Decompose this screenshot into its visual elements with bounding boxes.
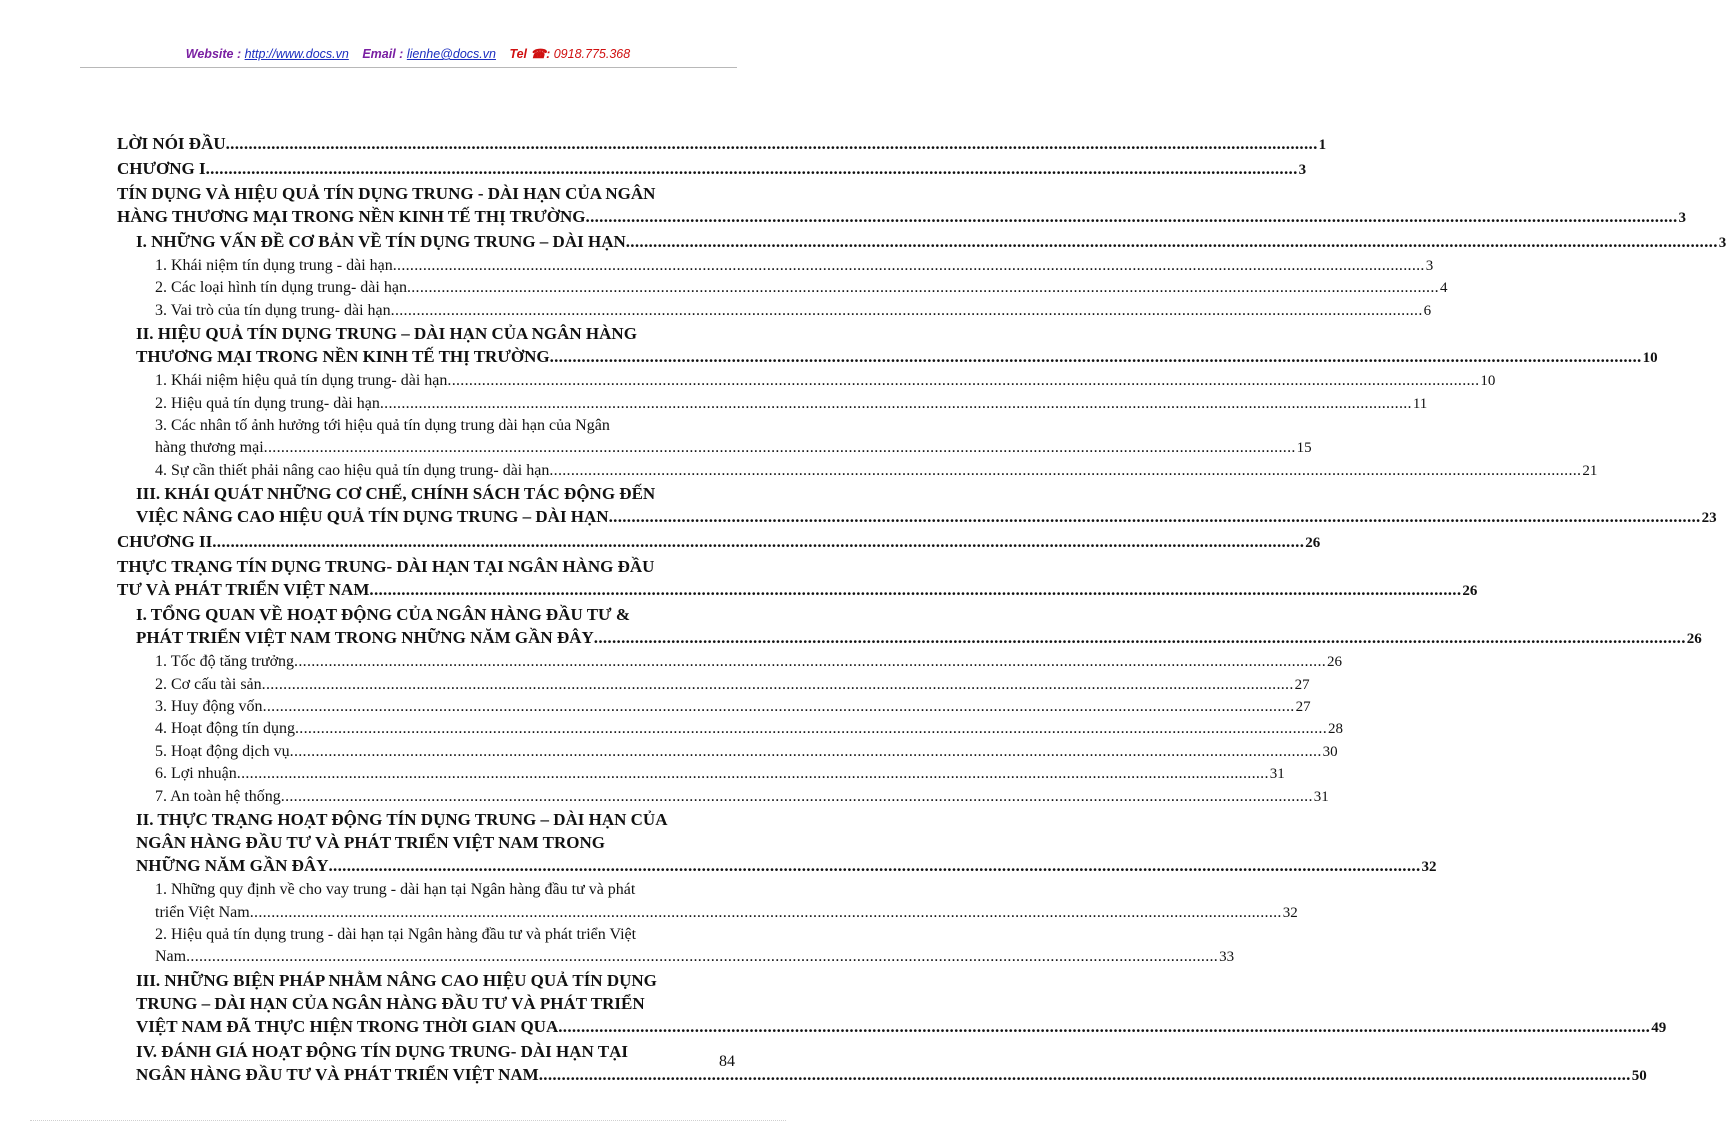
toc-entry-title-line: 3. Các nhân tố ảnh hưởng tới hiệu quả tín dụng trung dài hạn của Ngân xyxy=(155,417,610,435)
email-label: Email xyxy=(362,47,396,61)
toc-leader xyxy=(594,626,1686,649)
toc-page-number: 3 xyxy=(1678,210,1687,226)
toc-entry-title-line: 1. Những quy định về cho vay trung - dài hạn tại Ngân hàng đầu tư và phát xyxy=(155,881,636,899)
toc-page-number: 6 xyxy=(1423,302,1432,319)
toc-entry-title-line: NGÂN HÀNG ĐẦU TƯ VÀ PHÁT TRIỂN VIỆT NAM TRONG xyxy=(136,833,605,853)
toc-entry-title: triển Việt Nam xyxy=(155,903,250,921)
toc-entry[interactable] xyxy=(117,924,1235,969)
toc-entry-title: CHƯƠNG I xyxy=(117,159,206,178)
toc-entry-title: PHÁT TRIỂN VIỆT NAM TRONG NHỮNG NĂM GẦN ĐÂY xyxy=(136,628,594,648)
toc-page-number: 1 xyxy=(1318,137,1327,153)
toc-entry[interactable] xyxy=(117,763,1285,785)
toc-entry-title: LỜI NÓI ĐẦU xyxy=(117,134,226,153)
toc-entry-title-line: III. KHÁI QUÁT NHỮNG CƠ CHẾ, CHÍNH SÁCH TÁC ĐỘNG ĐẾN xyxy=(136,484,656,504)
toc-leader xyxy=(626,230,1718,253)
toc-page-number: 26 xyxy=(1305,535,1321,552)
toc-entry[interactable] xyxy=(117,786,1329,808)
toc-entry-title-line: TÍN DỤNG VÀ HIỆU QUẢ TÍN DỤNG TRUNG - DÀI HẠN CỦA NGÂN xyxy=(117,184,656,203)
toc-entry[interactable] xyxy=(117,370,1496,392)
toc-leader xyxy=(295,718,1327,740)
toc-page-number: 15 xyxy=(1296,440,1312,457)
toc-entry-title: NGÂN HÀNG ĐẦU TƯ VÀ PHÁT TRIỂN VIỆT NAM xyxy=(136,1064,539,1084)
toc-leader xyxy=(212,530,1304,553)
toc-entry[interactable] xyxy=(117,674,1310,696)
toc-page-number: 11 xyxy=(1412,395,1428,412)
toc-entry[interactable] xyxy=(117,322,1658,370)
toc-leader xyxy=(250,902,1282,924)
toc-leader xyxy=(391,300,1423,322)
toc-leader xyxy=(609,505,1701,528)
toc-leader xyxy=(380,393,1412,415)
toc-page-number: 32 xyxy=(1421,859,1437,876)
toc-entry-title: CHƯƠNG II xyxy=(117,532,213,552)
footer-divider xyxy=(30,1120,786,1121)
toc-entry[interactable] xyxy=(117,132,1327,157)
toc-entry-title: NHỮNG NĂM GẦN ĐÂY xyxy=(136,856,329,876)
toc-entry-title-line: III. NHỮNG BIỆN PHÁP NHẰM NÂNG CAO HIỆU QUẢ TÍN DỤNG xyxy=(136,970,657,990)
toc-entry[interactable] xyxy=(117,460,1598,482)
toc-page-number: 49 xyxy=(1651,1019,1667,1036)
toc-entry[interactable] xyxy=(117,1040,1647,1088)
toc-entry-title-line: 2. Hiệu quả tín dụng trung - dài hạn tại Ngân hàng đầu tư và phát triển Việt xyxy=(155,925,637,943)
toc-entry[interactable] xyxy=(117,879,1298,924)
toc-entry-title: 2. Hiệu quả tín dụng trung- dài hạn xyxy=(155,394,380,412)
toc-leader xyxy=(226,132,1318,155)
toc-leader xyxy=(262,674,1294,696)
toc-leader xyxy=(539,1063,1631,1086)
toc-entry-title: Nam xyxy=(155,948,187,966)
toc-entry[interactable] xyxy=(117,393,1428,415)
toc-entry[interactable] xyxy=(117,969,1667,1040)
toc-entry-title-line: II. HIỆU QUẢ TÍN DỤNG TRUNG – DÀI HẠN CỦA NGÂN HÀNG xyxy=(136,324,637,344)
toc-entry-title-line: TRUNG – DÀI HẠN CỦA NGÂN HÀNG ĐẦU TƯ VÀ PHÁT TRIỂN xyxy=(136,993,645,1013)
toc-entry-title: 4. Hoạt động tín dụng xyxy=(155,720,295,738)
toc-page-number: 31 xyxy=(1269,766,1285,783)
toc-leader xyxy=(549,460,1581,482)
toc-leader xyxy=(369,578,1461,601)
toc-entry-title: THƯƠNG MẠI TRONG NỀN KINH TẾ THỊ TRƯỜNG xyxy=(136,347,550,367)
email-link[interactable]: lienhe@docs.vn xyxy=(406,47,496,61)
toc-entry[interactable] xyxy=(117,651,1343,673)
header-divider xyxy=(80,67,737,68)
toc-entry-title: 1. Tốc độ tăng trưởng xyxy=(155,653,295,671)
page-header xyxy=(0,46,816,61)
toc-entry-title: hàng thương mại xyxy=(155,439,264,457)
toc-entry[interactable] xyxy=(117,741,1338,763)
toc-entry[interactable] xyxy=(117,300,1432,322)
toc-page-number: 3 xyxy=(1298,162,1307,178)
toc-leader xyxy=(329,854,1421,877)
toc-entry-title-line: IV. ĐÁNH GIÁ HOẠT ĐỘNG TÍN DỤNG TRUNG- DÀI HẠN TẠI xyxy=(136,1041,628,1061)
toc-entry[interactable] xyxy=(117,482,1717,530)
toc-page-number: 27 xyxy=(1294,676,1310,693)
toc-entry-title: 7. An toàn hệ thống xyxy=(155,787,281,805)
toc-page-number: 33 xyxy=(1219,949,1235,966)
toc-leader xyxy=(264,437,1296,459)
toc-leader xyxy=(407,277,1439,299)
table-of-contents xyxy=(117,132,1726,1088)
toc-page-number: 10 xyxy=(1642,350,1658,367)
toc-entry[interactable] xyxy=(117,230,1726,255)
toc-entry-title: 2. Các loại hình tín dụng trung- dài hạn xyxy=(155,279,407,297)
toc-page-number: 3 xyxy=(1718,235,1726,251)
toc-entry[interactable] xyxy=(117,603,1702,651)
toc-entry-title: I. NHỮNG VẤN ĐỀ CƠ BẢN VỀ TÍN DỤNG TRUNG – DÀI HẠN xyxy=(136,232,626,251)
toc-entry[interactable] xyxy=(117,555,1478,603)
toc-entry-title: 3. Huy động vốn xyxy=(155,698,263,716)
toc-page-number: 28 xyxy=(1328,721,1343,738)
toc-entry[interactable] xyxy=(117,808,1437,879)
toc-entry-title: 2. Cơ cấu tài sản xyxy=(155,675,262,693)
toc-page-number: 31 xyxy=(1313,788,1329,805)
toc-entry-title: 3. Vai trò của tín dụng trung- dài hạn xyxy=(155,301,391,319)
email-separator: : xyxy=(399,47,404,61)
toc-leader xyxy=(447,370,1479,392)
toc-entry-title: 5. Hoạt động dịch vụ xyxy=(155,742,290,760)
toc-entry-title-line: THỰC TRẠNG TÍN DỤNG TRUNG- DÀI HẠN TẠI NGÂN HÀNG ĐẦU xyxy=(117,557,655,577)
toc-entry-title: 1. Khái niệm hiệu quả tín dụng trung- dài hạn xyxy=(155,372,448,390)
toc-entry[interactable] xyxy=(117,255,1434,277)
toc-entry-title: HÀNG THƯƠNG MẠI TRONG NỀN KINH TẾ THỊ TRƯỜNG xyxy=(117,207,586,226)
toc-leader xyxy=(586,205,1678,228)
toc-entry[interactable] xyxy=(117,277,1448,299)
toc-page-number: 50 xyxy=(1631,1067,1647,1084)
toc-entry[interactable] xyxy=(117,718,1343,740)
toc-leader xyxy=(290,741,1322,763)
page-number: 84 xyxy=(719,1053,735,1070)
toc-leader xyxy=(206,157,1298,180)
toc-entry-title: 6. Lợi nhuận xyxy=(155,765,237,783)
toc-entry-title-line: II. THỰC TRẠNG HOẠT ĐỘNG TÍN DỤNG TRUNG – DÀI HẠN CỦA xyxy=(136,810,668,830)
website-link[interactable]: http://www.docs.vn xyxy=(244,47,349,61)
toc-entry[interactable] xyxy=(117,696,1311,718)
toc-leader xyxy=(558,1015,1650,1038)
toc-entry-title: VIỆC NÂNG CAO HIỆU QUẢ TÍN DỤNG TRUNG – DÀI HẠN xyxy=(136,507,609,527)
toc-entry[interactable] xyxy=(117,530,1321,555)
toc-page-number: 3 xyxy=(1425,258,1434,274)
toc-page-number: 26 xyxy=(1462,583,1478,600)
toc-leader xyxy=(294,651,1326,673)
toc-leader xyxy=(281,786,1313,808)
toc-entry[interactable] xyxy=(117,415,1312,460)
toc-entry-title: 4. Sự cần thiết phải nâng cao hiệu quả tín dụng trung- dài hạn xyxy=(155,461,550,479)
toc-page-number: 32 xyxy=(1282,904,1298,921)
website-label: Website : xyxy=(185,47,242,61)
toc-leader xyxy=(393,255,1425,277)
toc-leader xyxy=(263,696,1295,718)
tel-label: Tel ☎: xyxy=(509,47,551,61)
toc-page-number: 26 xyxy=(1327,654,1343,671)
toc-entry-title: 1. Khái niệm tín dụng trung - dài hạn xyxy=(155,257,393,274)
toc-entry-title: VIỆT NAM ĐÃ THỰC HIỆN TRONG THỜI GIAN QUA xyxy=(136,1016,559,1036)
toc-page-number: 4 xyxy=(1439,280,1448,297)
toc-leader xyxy=(186,946,1218,968)
toc-page-number: 27 xyxy=(1295,699,1311,716)
toc-entry-title: TƯ VÀ PHÁT TRIỂN VIỆT NAM xyxy=(117,580,370,600)
toc-leader xyxy=(237,763,1269,785)
toc-entry[interactable] xyxy=(117,182,1687,230)
toc-page-number: 23 xyxy=(1701,510,1717,527)
toc-entry-title-line: I. TỔNG QUAN VỀ HOẠT ĐỘNG CỦA NGÂN HÀNG ĐẦU TƯ & xyxy=(136,605,630,625)
toc-page-number: 26 xyxy=(1686,631,1702,648)
phone-number: 0918.775.368 xyxy=(553,47,631,61)
toc-leader xyxy=(550,345,1642,368)
toc-entry[interactable] xyxy=(117,157,1307,182)
toc-page-number: 21 xyxy=(1582,462,1598,479)
toc-page-number: 30 xyxy=(1322,743,1338,760)
toc-page-number: 10 xyxy=(1480,373,1496,390)
